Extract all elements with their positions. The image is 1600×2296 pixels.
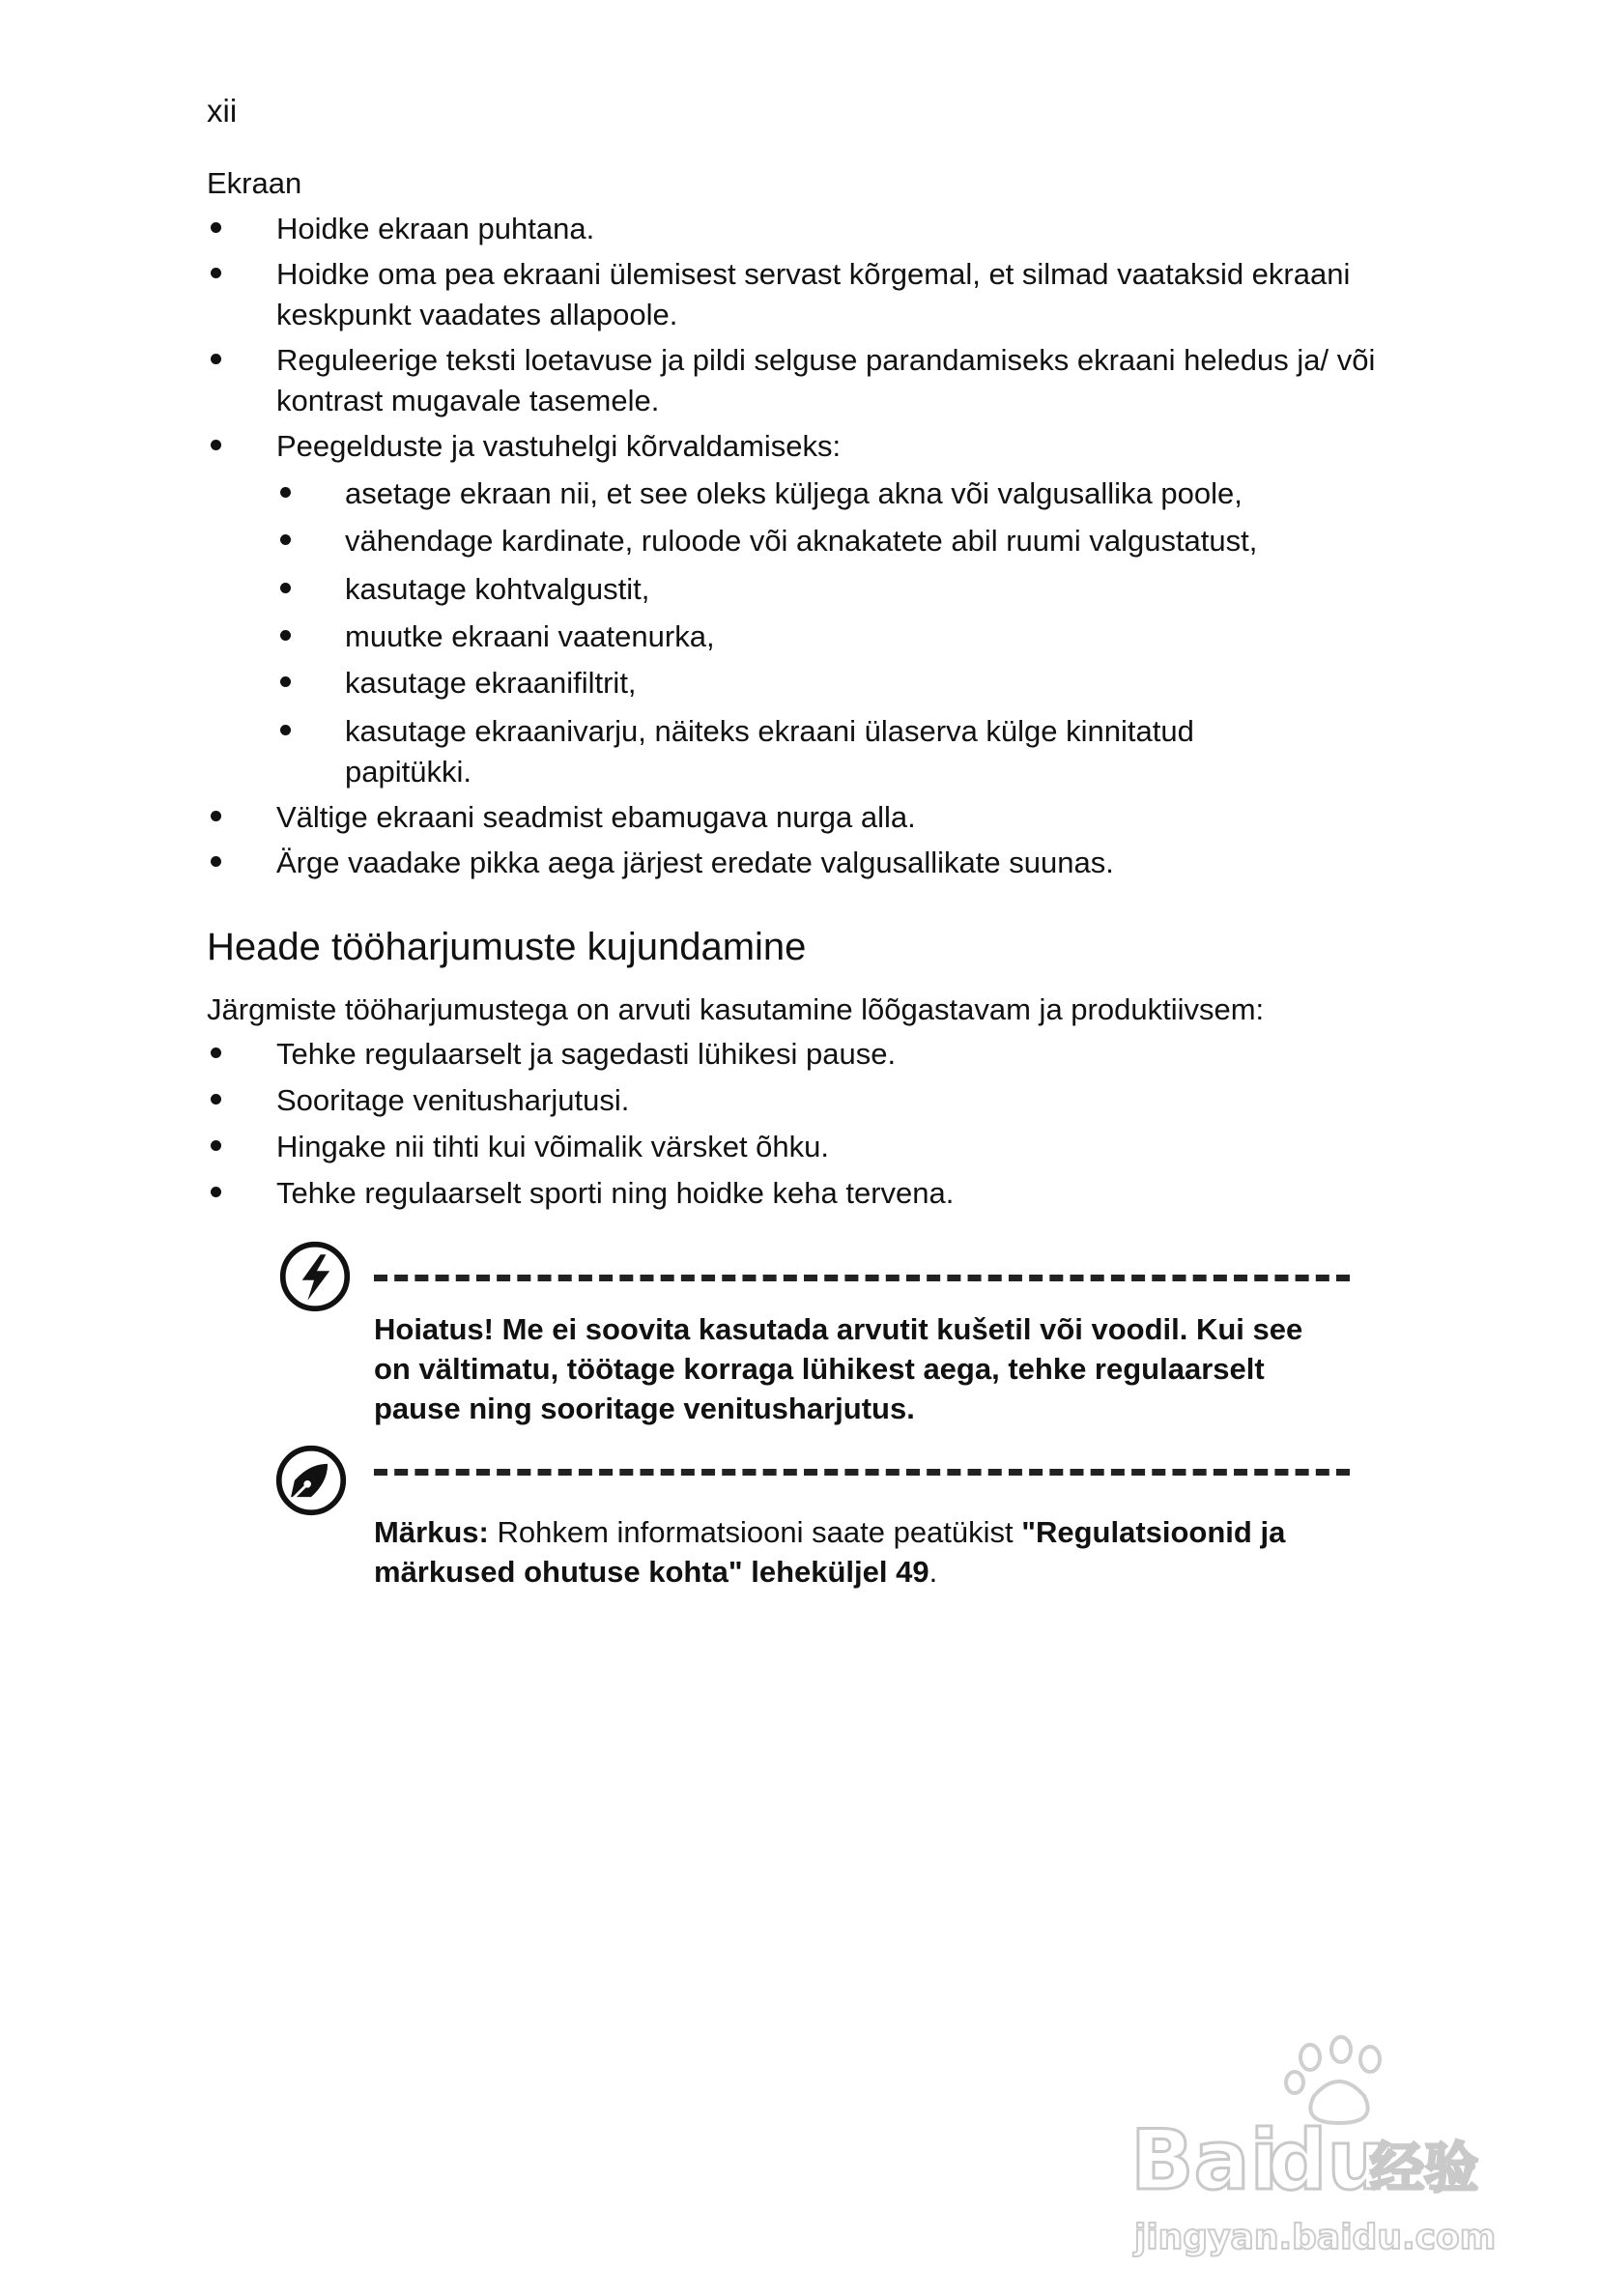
section-title-ekraan: Ekraan — [207, 166, 302, 200]
sub-list-item: kasutage ekraanifiltrit, — [345, 663, 1311, 703]
divider — [374, 1275, 1350, 1281]
bullet — [280, 630, 291, 641]
bullet — [280, 725, 291, 735]
bullet — [280, 676, 291, 687]
sub-list-item: kasutage kohtvalgustit, — [345, 569, 1311, 610]
list-item: Hoidke ekraan puhtana. — [276, 209, 1387, 249]
svg-text:du: du — [1268, 2112, 1386, 2209]
sub-list-item: asetage ekraan nii, et see oleks küljega akna või valgusallika poole, — [345, 474, 1311, 514]
divider — [374, 1469, 1350, 1476]
sub-list-item: vähendage kardinate, ruloode või aknakatete abil ruumi valgustatust, — [345, 521, 1311, 561]
warning-lightning-icon — [278, 1240, 352, 1313]
list-item: Hingake nii tihti kui võimalik värsket õhku. — [276, 1127, 1387, 1167]
section-heading: Heade tööharjumuste kujundamine — [207, 926, 807, 968]
bullet — [211, 1187, 221, 1197]
warning-text: Hoiatus! Me ei soovita kasutada arvutit kušetil või voodil. Kui see on vältimatu, töötage korraga lühikest aega, tehke regulaarselt pause ning sooritage venitusharjutus. — [374, 1312, 1303, 1425]
bullet — [211, 440, 221, 450]
list-item: Tehke regulaarselt ja sagedasti lühikesi pause. — [276, 1034, 1387, 1075]
list-item: Reguleerige teksti loetavuse ja pildi selguse parandamiseks ekraani heledus ja/ või kontrast mugavale tasemele. — [276, 340, 1387, 421]
svg-text:jingyan.baidu.com: jingyan.baidu.com — [1134, 2218, 1497, 2257]
page-number: xii — [207, 93, 238, 129]
bullet — [211, 1094, 221, 1105]
bullet — [211, 856, 221, 867]
bullet — [211, 222, 221, 233]
list-item: Tehke regulaarselt sporti ning hoidke keha tervena. — [276, 1173, 1387, 1214]
list-item: Peegelduste ja vastuhelgi kõrvaldamiseks: — [276, 426, 1387, 467]
note-text: Märkus: Rohkem informatsiooni saate peatükist "Regulatsioonid ja märkused ohutuse kohta" leheküljel 49. — [374, 1515, 1286, 1589]
bullet — [211, 1140, 221, 1151]
intro-paragraph: Järgmiste tööharjumustega on arvuti kasutamine lõõgastavam ja produktiivsem: — [207, 992, 1265, 1026]
bullet — [211, 811, 221, 821]
sub-list-item: kasutage ekraanivarju, näiteks ekraani ülaserva külge kinnitatud papitükki. — [345, 711, 1311, 792]
bullet — [211, 1048, 221, 1058]
list-item: Hoidke oma pea ekraani ülemisest servast kõrgemal, et silmad vaataksid ekraani keskpunkt vaadates allapoole. — [276, 254, 1387, 335]
note-reference: "Regulatsioonid ja märkused ohutuse kohta" leheküljel 49 — [374, 1515, 1286, 1589]
note-pen-icon — [274, 1444, 348, 1517]
baidu-watermark — [1121, 2034, 1507, 2266]
list-item: Vältige ekraani seadmist ebamugava nurga alla. — [276, 797, 1387, 838]
list-item: Ärge vaadake pikka aega järjest eredate valgusallikate suunas. — [276, 843, 1387, 883]
bullet — [280, 487, 291, 498]
bullet — [280, 534, 291, 545]
svg-text:经验: 经验 — [1370, 2138, 1478, 2200]
bullet — [211, 268, 221, 278]
list-item: Sooritage venitusharjutusi. — [276, 1080, 1387, 1121]
bullet — [211, 354, 221, 364]
note-label: Märkus: — [374, 1515, 489, 1549]
bullet — [280, 583, 291, 593]
svg-text:Bai: Bai — [1130, 2112, 1279, 2209]
sub-list-item: muutke ekraani vaatenurka, — [345, 617, 1311, 657]
